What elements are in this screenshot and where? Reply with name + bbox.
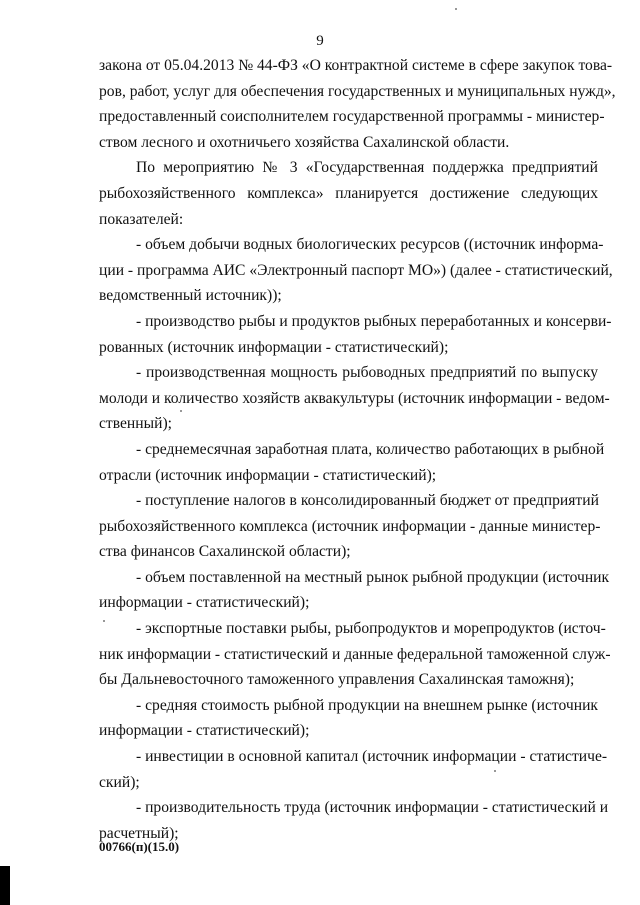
paragraph bbox=[99, 565, 610, 616]
text-line: отрасли (источник информации - статистический); bbox=[99, 466, 437, 484]
text-line: - производство рыбы и продуктов рыбных переработанных и консерви- bbox=[136, 312, 612, 330]
text-line: ров, работ, услуг для обеспечения государственных и муниципальных нужд», bbox=[99, 82, 616, 100]
text-line: - производительность труда (источник информации - статистический и bbox=[136, 799, 609, 817]
text-line: молоди и количество хозяйств аквакультуры (источник информации - ведом- bbox=[99, 389, 610, 407]
text-line: рыбохозяйственного комплекса (источник информации - данные министер- bbox=[99, 517, 601, 535]
text-line: расчетный); bbox=[99, 824, 179, 842]
paragraph bbox=[99, 616, 611, 693]
body-text bbox=[99, 53, 616, 846]
text-line: По мероприятию № 3 «Государственная поддержка предприятий bbox=[136, 159, 598, 177]
scan-speck bbox=[103, 620, 105, 622]
text-line: - инвестиции в основной капитал (источник информации - статистиче- bbox=[136, 748, 608, 766]
binding-mark bbox=[0, 866, 10, 905]
text-line: ведомственный источник)); bbox=[99, 287, 282, 305]
text-line: - поступление налогов в консолидированный бюджет от предприятий bbox=[136, 492, 599, 510]
paragraph bbox=[99, 53, 616, 155]
paragraph bbox=[99, 232, 613, 309]
text-line: - производственная мощность рыбоводных предприятий по выпуску bbox=[136, 364, 598, 382]
scan-speck bbox=[180, 410, 182, 412]
text-line: показателей: bbox=[99, 210, 184, 228]
scan-speck bbox=[494, 770, 496, 772]
text-line: рованных (источник информации - статистический); bbox=[99, 338, 449, 356]
text-line: ский); bbox=[99, 773, 140, 791]
text-line: бы Дальневосточного таможенного управления Сахалинская таможня); bbox=[99, 671, 575, 689]
text-line: - средняя стоимость рыбной продукции на внешнем рынке (источник bbox=[136, 696, 598, 714]
text-line: - объем поставленной на местный рынок рыбной продукции (источник bbox=[136, 568, 610, 586]
paragraph bbox=[99, 693, 598, 744]
paragraph bbox=[99, 155, 598, 232]
text-line: ник информации - статистический и данные федеральной таможенной служ- bbox=[99, 645, 611, 663]
text-line: - среднемесячная заработная плата, количество работающих в рыбной bbox=[136, 440, 605, 458]
paragraph bbox=[99, 309, 612, 360]
paragraph bbox=[99, 488, 601, 565]
text-line: информации - статистический); bbox=[99, 594, 310, 612]
text-line: ции - программа АИС «Электронный паспорт МО») (далее - статистический, bbox=[99, 261, 613, 279]
scan-speck bbox=[455, 8, 457, 10]
text-line: информации - статистический); bbox=[99, 722, 310, 740]
text-line: - объем добычи водных биологических ресурсов ((источник информа- bbox=[136, 236, 604, 254]
text-line: ством лесного и охотничьего хозяйства Сахалинской области. bbox=[99, 133, 510, 151]
text-line: рыбохозяйственного комплекса» планируется достижение следующих bbox=[99, 184, 598, 202]
text-line: закона от 05.04.2013 № 44-ФЗ «О контрактной системе в сфере закупок това- bbox=[99, 57, 613, 74]
text-line: - экспортные поставки рыбы, рыбопродуктов и морепродуктов (источ- bbox=[136, 620, 606, 638]
text-line: ства финансов Сахалинской области); bbox=[99, 543, 351, 561]
paragraph bbox=[99, 360, 610, 437]
paragraph bbox=[99, 437, 605, 488]
text-line: предоставленный соисполнителем государственной программы - министер- bbox=[99, 108, 605, 126]
paragraph bbox=[99, 744, 608, 795]
page-number: 9 bbox=[316, 33, 324, 49]
text-line: ственный); bbox=[99, 415, 172, 433]
document-code: 00766(п)(15.0) bbox=[99, 839, 180, 854]
